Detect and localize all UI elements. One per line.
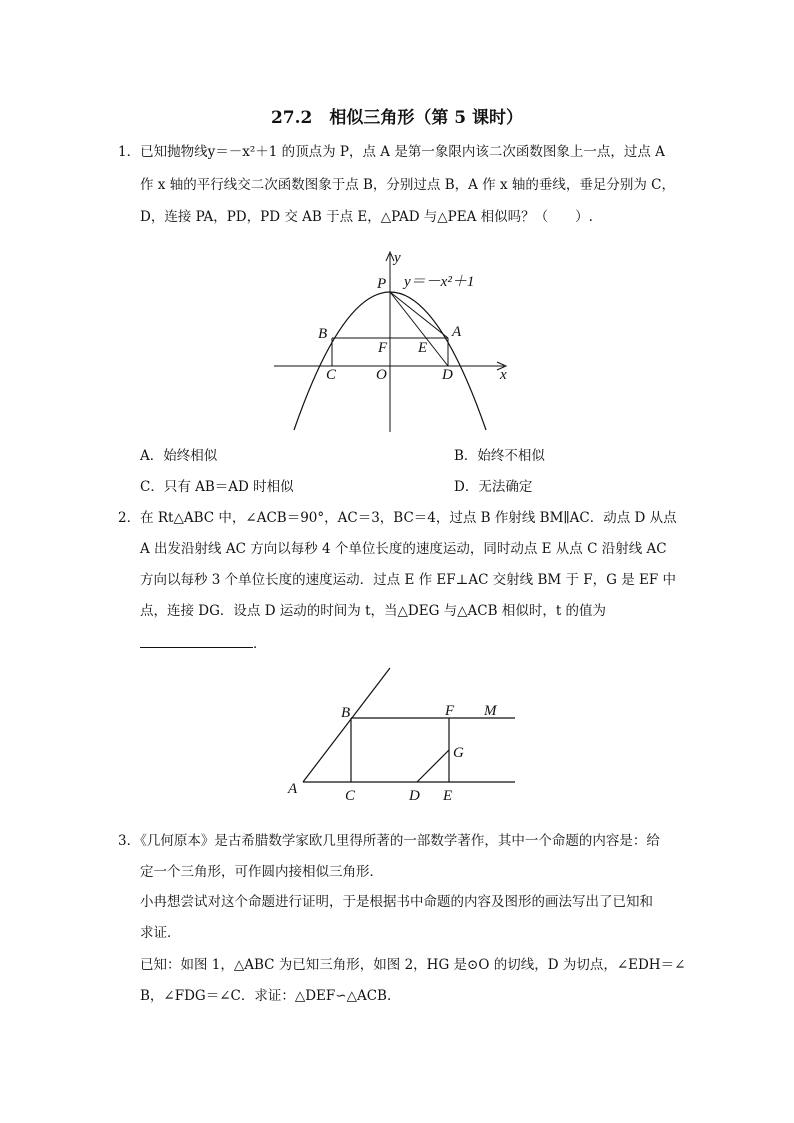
q2-line-1: 2．在 Rt△ABC 中，∠ACB＝90°，AC＝3，BC＝4，过点 B 作射线 BM∥AC．动点 D 从点 — [118, 510, 677, 526]
q2-line-5-end: ． — [253, 636, 267, 652]
q2-answer-line[interactable] — [140, 633, 267, 653]
q1-option-d[interactable]: D．无法确定 — [454, 479, 533, 495]
q3-line-5: 已知：如图 1，△ABC 为已知三角形，如图 2，HG 是⊙O 的切线，D 为切点，∠EDH＝∠ — [140, 957, 686, 973]
label-C: C — [345, 788, 356, 804]
label-B: B — [341, 705, 351, 721]
label-C: C — [326, 367, 337, 383]
q3-line-4: 求证． — [140, 925, 181, 941]
label-D: D — [442, 367, 453, 383]
q2-figure — [285, 660, 525, 805]
q2-line-2: A 出发沿射线 AC 方向以每秒 4 个单位长度的速度运动，同时动点 E 从点 C 沿射线 AC — [140, 541, 667, 557]
label-y-axis: y — [394, 250, 401, 266]
q1-option-a[interactable]: A．始终相似 — [140, 448, 218, 464]
q1-line-1: 1．已知抛物线y＝－x²＋1 的顶点为 P，点 A 是第一象限内该二次函数图象上一点，过点 A — [118, 144, 665, 160]
label-F: F — [378, 340, 388, 356]
curve-label: y＝－x²＋1 — [404, 274, 475, 290]
label-G: G — [453, 745, 464, 761]
page-title: 27.2 相似三角形（第 5 课时） — [270, 108, 524, 128]
q3-line-2: 定一个三角形，可作圆内接相似三角形． — [140, 864, 383, 880]
q1-option-c[interactable]: C．只有 AB＝AD 时相似 — [140, 479, 294, 495]
q1-parabola-figure — [270, 248, 520, 436]
q2-line-3: 方向以每秒 3 个单位长度的速度运动．过点 E 作 EF⊥AC 交射线 BM 于 F，G 是 EF 中 — [140, 572, 677, 588]
segment-PA — [390, 292, 448, 338]
label-B: B — [318, 326, 328, 342]
q3-line-3: 小冉想尝试对这个命题进行证明，于是根据书中命题的内容及图形的画法写出了已知和 — [140, 894, 653, 910]
ray-AB — [303, 668, 390, 782]
label-M: M — [484, 703, 497, 719]
q1-line-3: D，连接 PA，PD，PD 交 AB 于点 E，△PAD 与△PEA 相似吗？（ ）. — [140, 209, 593, 225]
label-O: O — [376, 367, 387, 383]
label-A: A — [288, 781, 298, 797]
q1-option-b[interactable]: B．始终不相似 — [454, 448, 545, 464]
q2-line-4: 点，连接 DG．设点 D 运动的时间为 t，当△DEG 与△ACB 相似时，t 的值为 — [140, 603, 607, 619]
q2-answer-blank[interactable] — [140, 633, 253, 648]
segment-DG — [417, 750, 449, 782]
label-E: E — [418, 340, 428, 356]
label-F: F — [445, 703, 455, 719]
label-D: D — [409, 788, 420, 804]
q3-line-6: B，∠FDG＝∠C．求证：△DEF∽△ACB． — [140, 988, 401, 1004]
label-P: P — [377, 276, 387, 292]
label-A: A — [452, 324, 462, 340]
q1-line-2: 作 x 轴的平行线交二次函数图象于点 B，分别过点 B，A 作 x 轴的垂线，垂足分别为 C， — [140, 177, 675, 193]
label-x-axis: x — [500, 367, 507, 383]
q3-line-1: 3．《几何原本》是古希腊数学家欧几里得所著的一部数学著作，其中一个命题的内容是：给 — [118, 833, 660, 849]
label-E: E — [443, 788, 453, 804]
